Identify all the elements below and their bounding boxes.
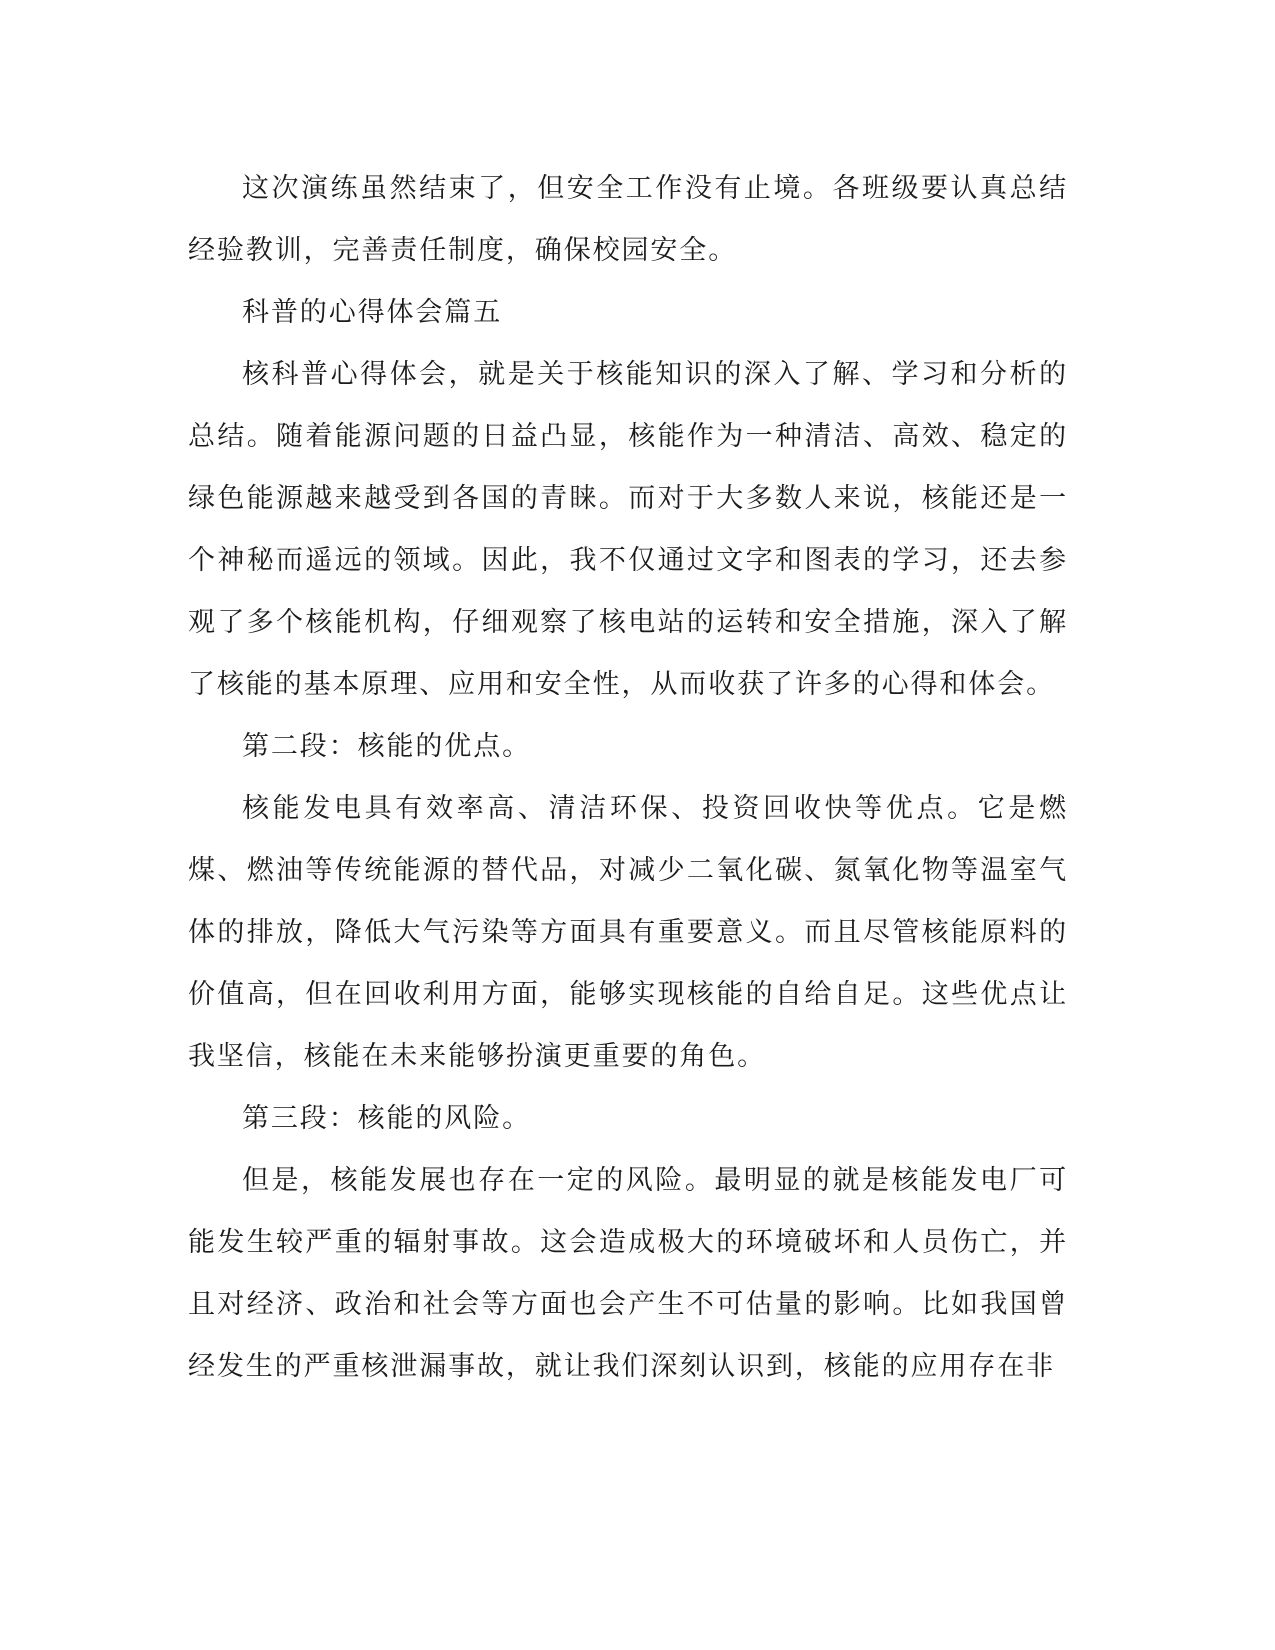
paragraph-advantages: 核能发电具有效率高、清洁环保、投资回收快等优点。它是燃煤、燃油等传统能源的替代品，对减少二氧化碳、氮氧化物等温室气体的排放，降低大气污染等方面具有重要意义。而且尽管核能原料的价值高，但在回收利用方面，能够实现核能的自给自足。这些优点让我坚信，核能在未来能够扮演更重要的角色。 (188, 793, 1068, 1072)
section-heading-advantages: 第二段：核能的优点。 (242, 731, 531, 762)
section-heading-risks: 第三段：核能的风险。 (242, 1103, 531, 1134)
paragraph-intro: 核科普心得体会，就是关于核能知识的深入了解、学习和分析的总结。随着能源问题的日益凸显，核能作为一种清洁、高效、稳定的绿色能源越来越受到各国的青睐。而对于大多数人来说，核能还是一个神秘而遥远的领域。因此，我不仅通过文字和图表的学习，还去参观了多个核能机构，仔细观察了核电站的运转和安全措施，深入了解了核能的基本原理、应用和安全性，从而收获了许多的心得和体会。 (188, 359, 1068, 700)
paragraph-drill-conclusion: 这次演练虽然结束了，但安全工作没有止境。各班级要认真总结经验教训，完善责任制度，确保校园安全。 (188, 173, 1068, 266)
section-title: 科普的心得体会篇五 (242, 297, 503, 328)
paragraph-risks: 但是，核能发展也存在一定的风险。最明显的就是核能发电厂可能发生较严重的辐射事故。这会造成极大的环境破坏和人员伤亡，并且对经济、政治和社会等方面也会产生不可估量的影响。比如我国曾经发生的严重核泄漏事故，就让我们深刻认识到，核能的应用存在非 (188, 1165, 1068, 1382)
document-body (188, 158, 1068, 1398)
